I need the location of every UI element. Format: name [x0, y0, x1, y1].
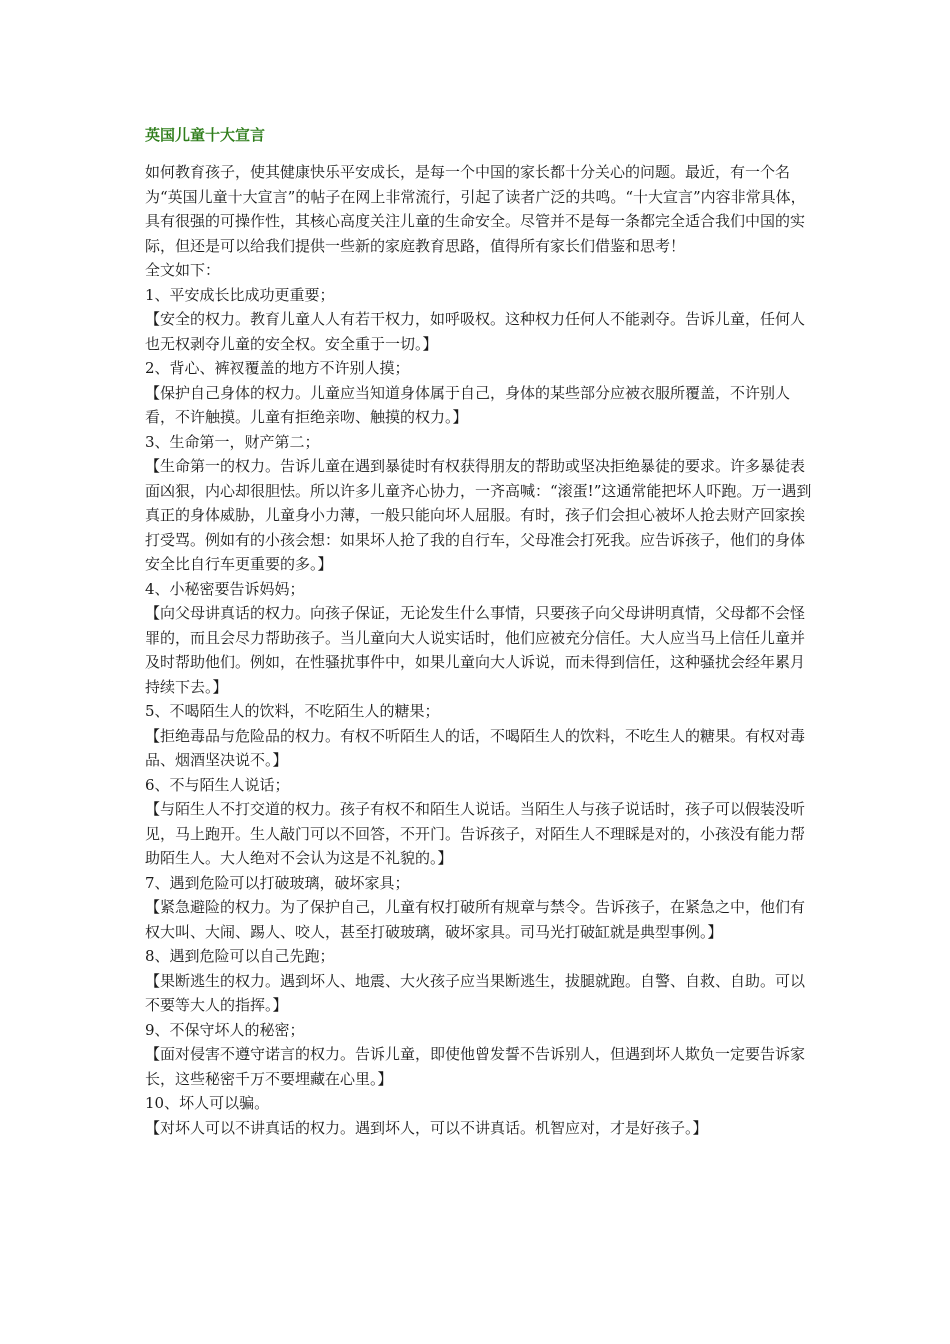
- declaration-item: [145, 944, 817, 1018]
- declaration-item: [145, 773, 817, 871]
- declaration-item: [145, 283, 817, 357]
- declaration-body: 【向父母讲真话的权力。向孩子保证，无论发生什么事情，只要孩子向父母讲明真情，父母都不会怪罪的，而且会尽力帮助孩子。当儿童向大人说实话时，他们应被充分信任。大人应当马上信任儿童并及时帮助他们。例如，在性骚扰事件中，如果儿童向大人诉说，而未得到信任，这种骚扰会经年累月持续下去。】: [145, 604, 806, 696]
- declaration-body: 【果断逃生的权力。遇到坏人、地震、大火孩子应当果断逃生，拔腿就跑。自警、自救、自助。可以不要等大人的指挥。】: [145, 971, 806, 1014]
- declaration-item: [145, 699, 817, 773]
- declaration-body: 【紧急避险的权力。为了保护自己，儿童有权打破所有规章与禁令。告诉孩子，在紧急之中，他们有权大叫、大闹、踢人、咬人，甚至打破玻璃，破坏家具。司马光打破缸就是典型事例。】: [145, 898, 806, 941]
- document-page: [145, 124, 817, 1140]
- declaration-item: [145, 577, 817, 700]
- declaration-body: 【安全的权力。教育儿童人人有若干权力，如呼吸权。这种权力任何人不能剥夺。告诉儿童，任何人也无权剥夺儿童的安全权。安全重于一切。】: [145, 310, 806, 353]
- declaration-heading: 3、生命第一，财产第二；: [145, 432, 320, 451]
- declaration-item: [145, 1091, 817, 1140]
- declaration-heading: 9、不保守坏人的秘密；: [145, 1020, 305, 1039]
- intro-lead: 全文如下：: [145, 261, 221, 279]
- declaration-body: 【与陌生人不打交道的权力。孩子有权不和陌生人说话。当陌生人与孩子说话时，孩子可以假装没听见，马上跑开。生人敲门可以不回答，不开门。告诉孩子，对陌生人不理睬是对的，小孩没有能力帮助陌生人。大人绝对不会认为这是不礼貌的。】: [145, 800, 806, 867]
- document-title: 英国儿童十大宣言: [145, 126, 266, 144]
- declaration-heading: 6、不与陌生人说话；: [145, 775, 290, 794]
- declaration-list: [145, 283, 817, 1141]
- declaration-item: [145, 1018, 817, 1092]
- declaration-item: [145, 356, 817, 430]
- declaration-item: [145, 871, 817, 945]
- intro-paragraph: 如何教育孩子，使其健康快乐平安成长，是每一个中国的家长都十分关心的问题。最近，有一个名为“英国儿童十大宣言”的帖子在网上非常流行，引起了读者广泛的共鸣。“十大宣言”内容非常具体，具有很强的可操作性，其核心高度关注儿童的生命安全。尽管并不是每一条都完全适合我们中国的实际，但还是可以给我们提供一些新的家庭教育思路，值得所有家长们借鉴和思考！: [145, 163, 806, 255]
- declaration-body: 【保护自己身体的权力。儿童应当知道身体属于自己，身体的某些部分应被衣服所覆盖，不许别人看，不许触摸。儿童有拒绝亲吻、触摸的权力。】: [145, 383, 791, 426]
- declaration-body: 【生命第一的权力。告诉儿童在遇到暴徒时有权获得朋友的帮助或坚决拒绝暴徒的要求。许多暴徒表面凶狠，内心却很胆怯。所以许多儿童齐心协力，一齐高喊：“滚蛋!”这通常能把坏人吓跑。万一遇到真正的身体威胁，儿童身小力薄，一般只能向坏人屈服。有时，孩子们会担心被坏人抢去财产回家挨打受骂。例如有的小孩会想：如果坏人抢了我的自行车，父母准会打死我。应告诉孩子，他们的身体安全比自行车更重要的多。】: [145, 457, 812, 573]
- declaration-body: 【对坏人可以不讲真话的权力。遇到坏人，可以不讲真话。机智应对，才是好孩子。】: [145, 1118, 708, 1137]
- declaration-heading: 10、坏人可以骗。: [145, 1094, 270, 1112]
- declaration-heading: 4、小秘密要告诉妈妈；: [145, 579, 305, 598]
- declaration-body: 【拒绝毒品与危险品的权力。有权不听陌生人的话，不喝陌生人的饮料，不吃生人的糖果。有权对毒品、烟酒坚决说不。】: [145, 726, 806, 769]
- declaration-heading: 2、背心、裤衩覆盖的地方不许别人摸；: [145, 359, 410, 377]
- declaration-heading: 8、遇到危险可以自己先跑；: [145, 947, 335, 965]
- declaration-heading: 1、平安成长比成功更重要；: [145, 285, 335, 304]
- declaration-heading: 7、遇到危险可以打破玻璃，破坏家具；: [145, 873, 410, 892]
- declaration-item: [145, 430, 817, 577]
- declaration-heading: 5、不喝陌生人的饮料，不吃陌生人的糖果；: [145, 702, 440, 720]
- declaration-body: 【面对侵害不遵守诺言的权力。告诉儿童，即使他曾发誓不告诉别人，但遇到坏人欺负一定要告诉家长，这些秘密千万不要埋藏在心里。】: [145, 1045, 806, 1088]
